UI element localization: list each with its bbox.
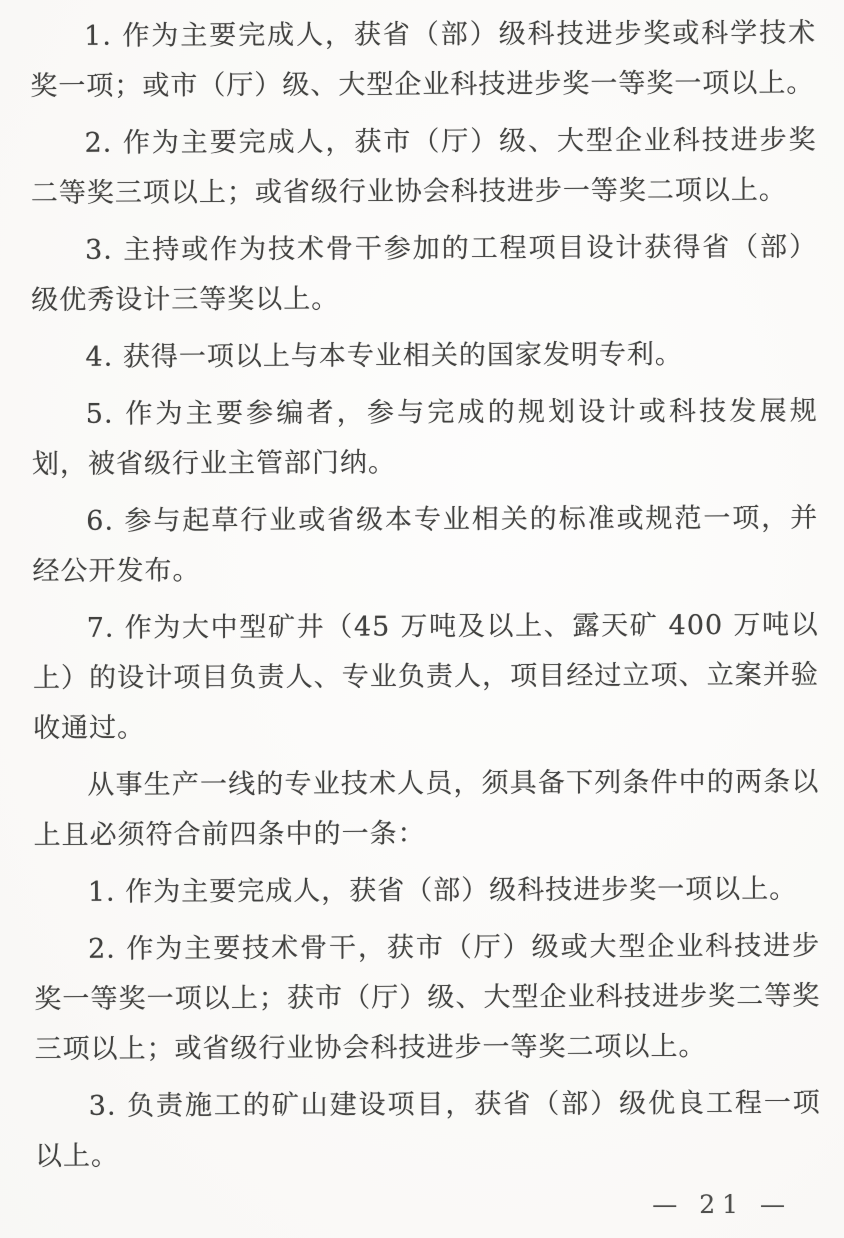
paragraph-item-1: 1. 作为主要完成人，获省（部）级科技进步奖或科学技术奖一项；或市（厅）级、大型企业科技进步奖一等奖一项以上。 bbox=[30, 17, 817, 102]
paragraph-item-4: 4. 获得一项以上与本专业相关的国家发明专利。 bbox=[85, 339, 683, 373]
page-number: — 21 — bbox=[652, 1190, 792, 1219]
paragraph-sublist-item-3: 3. 负责施工的矿山建设项目，获省（部）级优良工程一项以上。 bbox=[34, 1087, 821, 1172]
paragraph-item-5: 5. 作为主要参编者，参与完成的规划设计或科技发展规划，被省级行业主管部门纳。 bbox=[31, 395, 818, 480]
paragraph-item-3: 3. 主持或作为技术骨干参加的工程项目设计获得省（部）级优秀设计三等奖以上。 bbox=[31, 231, 818, 316]
paragraph-item-7: 7. 作为大中型矿井（45 万吨及以上、露天矿 400 万吨以上）的设计项目负责人、专业负责人，项目经过立项、立案并验收通过。 bbox=[32, 609, 819, 744]
paragraph-sublist-item-1: 1. 作为主要完成人，获省（部）级科技进步奖一项以上。 bbox=[87, 873, 798, 908]
paragraph-intro-production-line: 从事生产一线的专业技术人员，须具备下列条件中的两条以上且必须符合前四条中的一条： bbox=[33, 766, 820, 851]
paragraph-sublist-item-2: 2. 作为主要技术骨干，获市（厅）级或大型企业科技进步奖一等奖一项以上；获市（厅）级、大型企业科技进步奖二等奖三项以上；或省级行业协会科技进步一等奖二项以上。 bbox=[34, 930, 821, 1065]
paragraph-item-2: 2. 作为主要完成人，获市（厅）级、大型企业科技进步奖二等奖三项以上；或省级行业协会科技进步一等奖二项以上。 bbox=[30, 124, 817, 209]
paragraph-item-6: 6. 参与起草行业或省级本专业相关的标准或规范一项，并经公开发布。 bbox=[32, 502, 819, 587]
document-body bbox=[30, 9, 821, 1189]
